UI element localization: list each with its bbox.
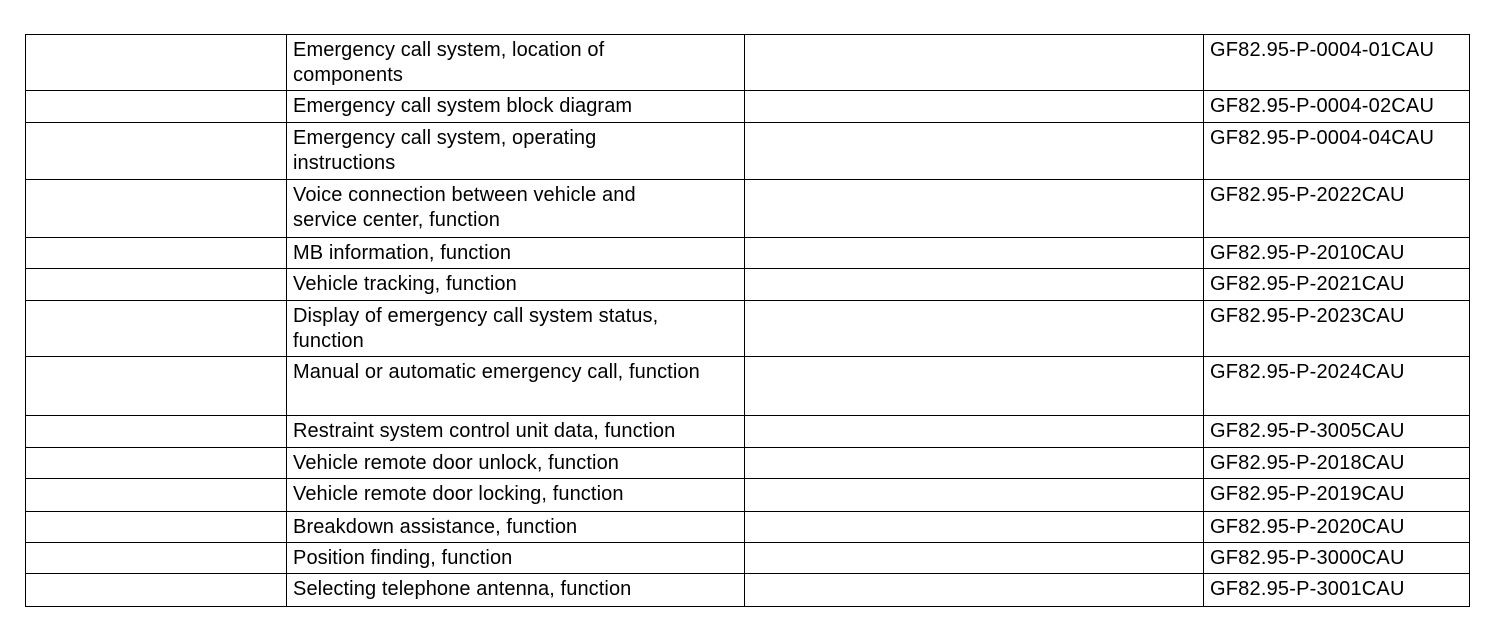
table-row: [26, 357, 1470, 416]
description-text: Vehicle remote door locking, function: [293, 483, 624, 505]
description-cell: [287, 269, 745, 301]
empty-cell: [26, 574, 287, 607]
empty-cell: [745, 416, 1204, 448]
description-cell: [287, 180, 745, 238]
description-cell: [287, 123, 745, 180]
document-code-cell: GF82.95-P-0004-01CAU: [1204, 35, 1470, 91]
empty-cell: [26, 512, 287, 543]
document-code-cell: GF82.95-P-2021CAU: [1204, 269, 1470, 301]
description-text: Manual or automatic emergency call, function: [293, 361, 700, 383]
document-code-cell: GF82.95-P-2024CAU: [1204, 357, 1470, 416]
document-code-cell: GF82.95-P-3000CAU: [1204, 543, 1470, 574]
empty-cell: [745, 543, 1204, 574]
description-cell: [287, 448, 745, 479]
description-cell: [287, 357, 745, 416]
empty-cell: [26, 357, 287, 416]
description-text: Vehicle remote door unlock, function: [293, 452, 620, 474]
description-cell: [287, 91, 745, 123]
description-text: Emergency call system, operating instructions: [293, 127, 597, 174]
empty-cell: [745, 448, 1204, 479]
description-cell: [287, 574, 745, 607]
document-code-cell: GF82.95-P-2019CAU: [1204, 479, 1470, 512]
empty-cell: [745, 479, 1204, 512]
empty-cell: [26, 448, 287, 479]
description-cell: [287, 35, 745, 91]
document-code-cell: GF82.95-P-0004-04CAU: [1204, 123, 1470, 180]
empty-cell: [26, 91, 287, 123]
empty-cell: [26, 35, 287, 91]
empty-cell: [26, 238, 287, 269]
empty-cell: [745, 180, 1204, 238]
description-cell: [287, 512, 745, 543]
document-code-cell: GF82.95-P-3005CAU: [1204, 416, 1470, 448]
description-text: Emergency call system, location of components: [293, 39, 605, 86]
description-cell: [287, 479, 745, 512]
description-text: Breakdown assistance, function: [293, 516, 578, 538]
empty-cell: [26, 416, 287, 448]
table-row: [26, 180, 1470, 238]
description-text: Selecting telephone antenna, function: [293, 578, 632, 600]
empty-cell: [745, 512, 1204, 543]
document-code-cell: GF82.95-P-2023CAU: [1204, 301, 1470, 357]
table-row: [26, 91, 1470, 123]
table-row: [26, 35, 1470, 91]
table-row: [26, 416, 1470, 448]
table-row: [26, 543, 1470, 574]
table-row: [26, 479, 1470, 512]
description-cell: [287, 238, 745, 269]
description-text: Emergency call system block diagram: [293, 95, 633, 117]
table-row: [26, 301, 1470, 357]
empty-cell: [745, 574, 1204, 607]
description-cell: [287, 543, 745, 574]
empty-cell: [745, 123, 1204, 180]
empty-cell: [26, 479, 287, 512]
empty-cell: [745, 91, 1204, 123]
description-cell: [287, 416, 745, 448]
table-row: [26, 238, 1470, 269]
empty-cell: [26, 180, 287, 238]
document-code-cell: GF82.95-P-2020CAU: [1204, 512, 1470, 543]
empty-cell: [26, 123, 287, 180]
document-reference-table: [25, 34, 1470, 607]
document-code-cell: GF82.95-P-2010CAU: [1204, 238, 1470, 269]
table-row: [26, 512, 1470, 543]
empty-cell: [26, 543, 287, 574]
document-code-cell: GF82.95-P-2018CAU: [1204, 448, 1470, 479]
description-text: Restraint system control unit data, function: [293, 420, 676, 442]
description-text: Display of emergency call system status, function: [293, 305, 659, 352]
empty-cell: [745, 357, 1204, 416]
document-code-cell: GF82.95-P-3001CAU: [1204, 574, 1470, 607]
empty-cell: [26, 301, 287, 357]
table-row: [26, 123, 1470, 180]
document-code-cell: GF82.95-P-2022CAU: [1204, 180, 1470, 238]
document-code-cell: GF82.95-P-0004-02CAU: [1204, 91, 1470, 123]
empty-cell: [745, 35, 1204, 91]
empty-cell: [26, 269, 287, 301]
table-row: [26, 269, 1470, 301]
table-row: [26, 574, 1470, 607]
description-text: Vehicle tracking, function: [293, 273, 517, 295]
description-text: MB information, function: [293, 242, 512, 264]
empty-cell: [745, 269, 1204, 301]
table-row: [26, 448, 1470, 479]
empty-cell: [745, 238, 1204, 269]
description-text: Position finding, function: [293, 547, 513, 569]
description-text: Voice connection between vehicle and service center, function: [293, 184, 636, 231]
empty-cell: [745, 301, 1204, 357]
description-cell: [287, 301, 745, 357]
